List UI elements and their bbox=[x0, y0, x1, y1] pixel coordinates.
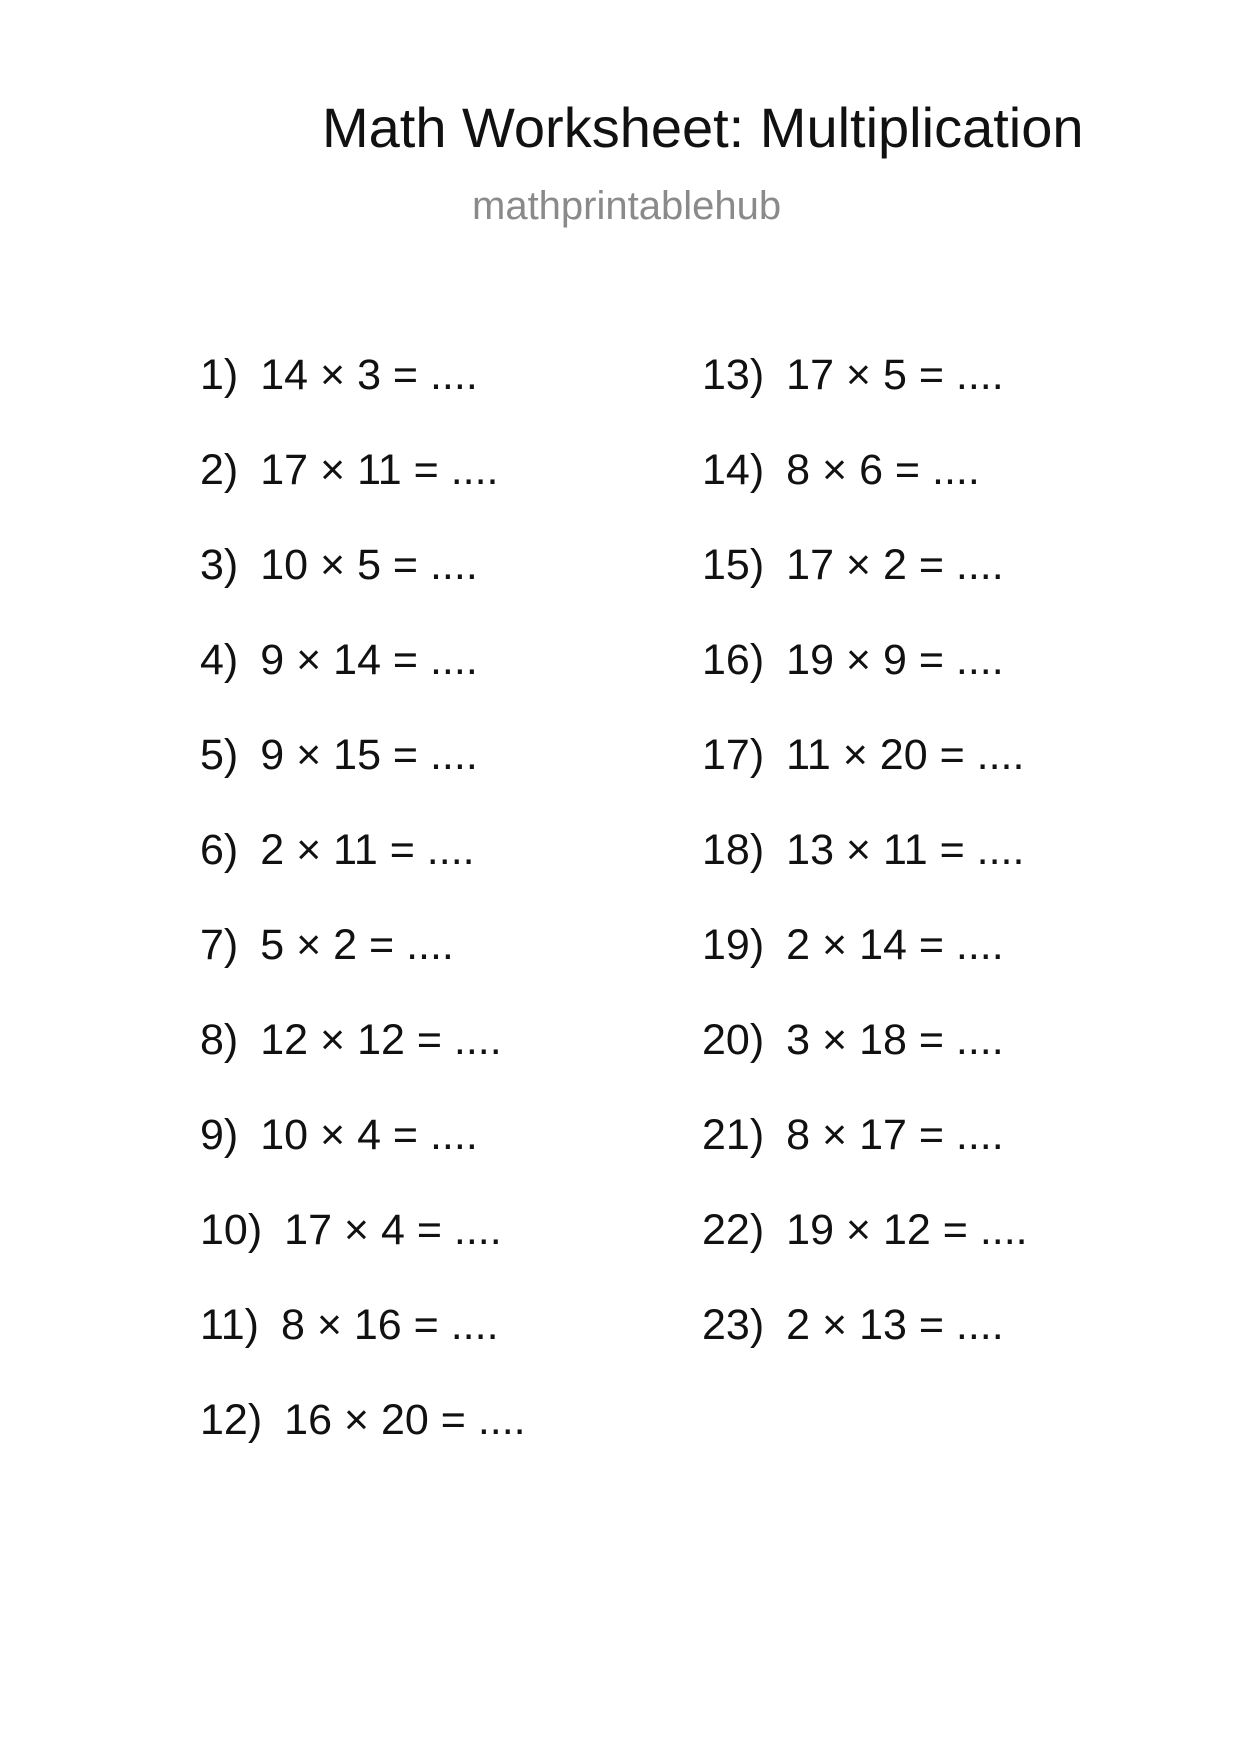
problem-expression: 9 × 14 = .... bbox=[260, 636, 478, 684]
problem-number: 1) bbox=[200, 351, 239, 399]
problem-number: 21) bbox=[702, 1111, 765, 1159]
problem-item bbox=[702, 921, 1028, 1019]
problem-expression: 10 × 5 = .... bbox=[260, 541, 478, 589]
problem-expression: 19 × 12 = .... bbox=[786, 1206, 1028, 1254]
problem-number: 14) bbox=[702, 446, 765, 494]
problem-expression: 17 × 2 = .... bbox=[786, 541, 1004, 589]
problem-item bbox=[200, 1111, 526, 1209]
problem-expression: 9 × 15 = .... bbox=[260, 731, 478, 779]
problem-expression: 5 × 2 = .... bbox=[260, 921, 454, 969]
problem-expression: 8 × 16 = .... bbox=[280, 1301, 499, 1349]
problem-expression: 16 × 20 = .... bbox=[284, 1396, 526, 1444]
problem-expression: 11 × 20 = .... bbox=[786, 731, 1025, 779]
problem-number: 11) bbox=[200, 1301, 259, 1349]
page-title: Math Worksheet: Multiplication bbox=[322, 96, 1084, 159]
problem-item bbox=[200, 921, 526, 1019]
problem-number: 9) bbox=[200, 1111, 239, 1159]
problem-item bbox=[702, 826, 1028, 924]
problem-item bbox=[200, 351, 526, 449]
problem-number: 16) bbox=[702, 636, 765, 684]
problem-item bbox=[702, 636, 1028, 734]
problem-number: 10) bbox=[200, 1206, 263, 1254]
problem-number: 23) bbox=[702, 1301, 765, 1349]
problem-column-left bbox=[200, 351, 526, 1494]
problem-expression: 8 × 6 = .... bbox=[786, 446, 980, 494]
problem-item bbox=[702, 1016, 1028, 1114]
problem-item bbox=[702, 1111, 1028, 1209]
problem-item bbox=[702, 541, 1028, 639]
problem-number: 20) bbox=[702, 1016, 765, 1064]
problem-item bbox=[702, 351, 1028, 449]
problem-expression: 17 × 4 = .... bbox=[284, 1206, 502, 1254]
problem-number: 13) bbox=[702, 351, 765, 399]
problem-expression: 17 × 11 = .... bbox=[260, 446, 499, 494]
problem-number: 22) bbox=[702, 1206, 765, 1254]
problem-item bbox=[702, 1206, 1028, 1304]
problem-number: 5) bbox=[200, 731, 239, 779]
problem-number: 17) bbox=[702, 731, 765, 779]
problem-number: 18) bbox=[702, 826, 765, 874]
problem-number: 15) bbox=[702, 541, 765, 589]
problem-item bbox=[702, 731, 1028, 829]
problem-item bbox=[200, 1301, 526, 1399]
problem-expression: 2 × 11 = .... bbox=[260, 826, 475, 874]
problem-item bbox=[200, 826, 526, 924]
problem-item bbox=[200, 731, 526, 829]
problem-item bbox=[200, 1016, 526, 1114]
problem-number: 12) bbox=[200, 1396, 263, 1444]
problem-expression: 12 × 12 = .... bbox=[260, 1016, 502, 1064]
problem-item bbox=[702, 1301, 1028, 1399]
problem-expression: 17 × 5 = .... bbox=[786, 351, 1004, 399]
problem-item bbox=[200, 541, 526, 639]
problem-column-right bbox=[702, 351, 1028, 1399]
problem-expression: 8 × 17 = .... bbox=[786, 1111, 1004, 1159]
problem-expression: 14 × 3 = .... bbox=[260, 351, 478, 399]
page-subtitle: mathprintablehub bbox=[472, 184, 782, 228]
problem-expression: 3 × 18 = .... bbox=[786, 1016, 1004, 1064]
problem-expression: 10 × 4 = .... bbox=[260, 1111, 478, 1159]
problem-expression: 13 × 11 = .... bbox=[786, 826, 1025, 874]
problem-number: 7) bbox=[200, 921, 239, 969]
problem-number: 3) bbox=[200, 541, 239, 589]
problem-expression: 19 × 9 = .... bbox=[786, 636, 1004, 684]
problem-number: 2) bbox=[200, 446, 239, 494]
problem-number: 6) bbox=[200, 826, 239, 874]
problem-number: 8) bbox=[200, 1016, 239, 1064]
problem-item bbox=[200, 1206, 526, 1304]
problem-item bbox=[200, 446, 526, 544]
problem-item bbox=[200, 636, 526, 734]
problem-number: 4) bbox=[200, 636, 239, 684]
problem-item bbox=[200, 1396, 526, 1494]
problem-number: 19) bbox=[702, 921, 765, 969]
problem-expression: 2 × 14 = .... bbox=[786, 921, 1004, 969]
problem-item bbox=[702, 446, 1028, 544]
problem-expression: 2 × 13 = .... bbox=[786, 1301, 1004, 1349]
